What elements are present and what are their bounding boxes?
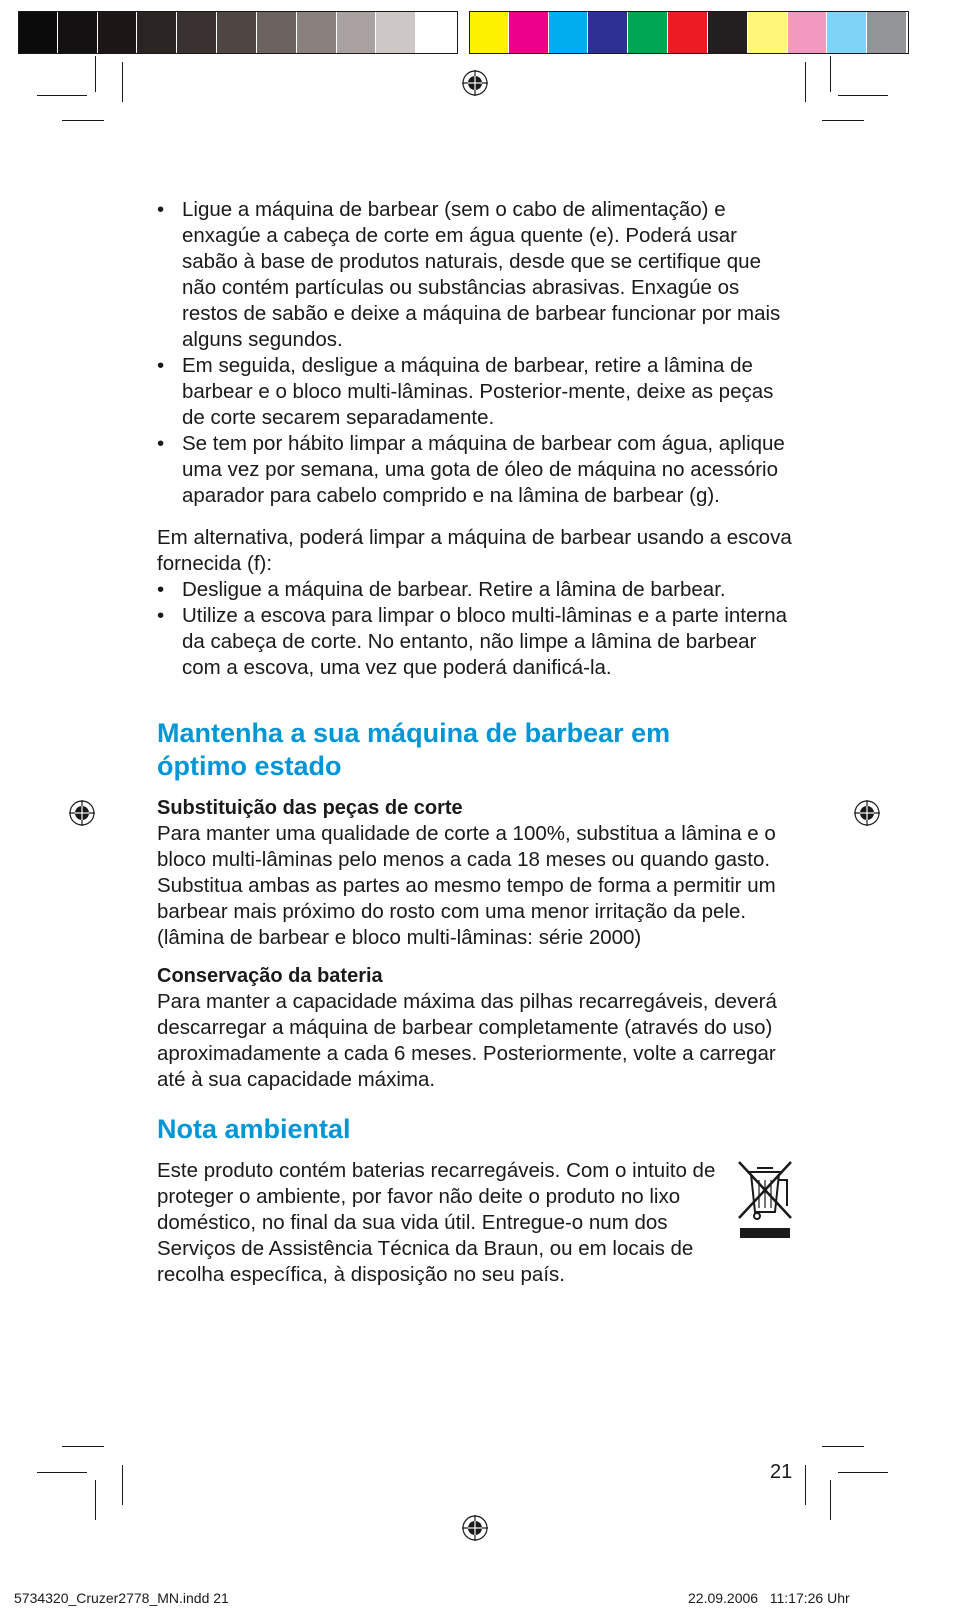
registration-mark-icon (462, 70, 488, 96)
crop-mark (838, 95, 888, 96)
crop-mark (838, 1472, 888, 1473)
battery-title: Conservação da bateria (157, 965, 383, 987)
crop-mark (95, 56, 96, 92)
registration-mark-icon (854, 800, 880, 826)
replacement-title: Substituição das peças de corte (157, 797, 463, 819)
crop-mark (805, 1465, 806, 1505)
replacement-parts: (lâmina de barbear e bloco multi-lâminas: série 2000) (157, 926, 642, 949)
crop-mark (95, 1480, 96, 1520)
crop-mark (122, 1465, 123, 1505)
crop-mark (62, 1446, 104, 1447)
registration-mark-icon (69, 800, 95, 826)
list-item: • Ligue a máquina de barbear (sem o cabo de alimentação) e enxagúe a cabeça de corte em água quente (e). Poderá usar sabão à base de produtos naturais, desde que se certifique que não contém partículas ou substâncias abrasivas. Enxagúe os restos de sabão e deixe a máquina de barbear funcionar por mais alguns segundos. (157, 197, 797, 353)
maintenance-heading-line1: Mantenha a sua máquina de barbear em (157, 718, 671, 748)
crop-mark (830, 56, 831, 92)
crop-mark (830, 1480, 831, 1520)
maintenance-heading (157, 717, 797, 783)
footer-file-info: 5734320_Cruzer2778_MN.indd 21 (14, 1590, 229, 1606)
color-bar-frame (469, 11, 909, 54)
alternative-intro: Em alternativa, poderá limpar a máquina de barbear usando a escova fornecida (f): (157, 526, 792, 575)
brush-steps-list (157, 577, 797, 681)
list-item: • Se tem por hábito limpar a máquina de barbear com água, aplique uma vez por semana, uma gota de óleo de máquina no acessório aparador para cabelo comprido e na lâmina de barbear (g). (157, 431, 797, 509)
environment-text: Este produto contém baterias recarregáveis. Com o intuito de proteger o ambiente, por favor não deite o produto no lixo doméstico, no final da sua vida útil. Entregue-o num dos Serviços de Assistência Técnica da Braun, ou em locais de recolha específica, à disposição no seu país. (157, 1159, 716, 1286)
list-item: • Desligue a máquina de barbear. Retire a lâmina de barbear. (157, 577, 797, 603)
crop-mark (805, 62, 806, 102)
replacement-text: Para manter uma qualidade de corte a 100%, substitua a lâmina e o bloco multi-lâminas pelo menos a cada 18 meses ou quando gasto. Substitua ambas as partes ao mesmo tempo de forma a permitir um barbear mais próximo do rosto com uma menor irritação da pele. (157, 822, 776, 923)
footer-timestamp: 22.09.2006 11:17:26 Uhr (688, 1590, 850, 1606)
crop-mark (822, 1446, 864, 1447)
crop-mark (37, 95, 87, 96)
crop-mark (37, 1472, 87, 1473)
list-item: • Utilize a escova para limpar o bloco multi-lâminas e a parte interna da cabeça de corte. No entanto, não limpe a lâmina de barbear com a escova, uma vez que poderá danificá-la. (157, 603, 797, 681)
cleaning-steps-list (157, 197, 797, 509)
maintenance-heading-line2: óptimo estado (157, 751, 342, 781)
battery-text: Para manter a capacidade máxima das pilhas recarregáveis, deverá descarregar a máquina de barbear completamente (através do uso) aproximadamente a cada 6 meses. Posteriormente, volte a carregar até à sua capacidade máxima. (157, 990, 777, 1091)
environment-heading: Nota ambiental (157, 1114, 351, 1144)
registration-mark-icon (462, 1515, 488, 1541)
crossed-out-wheelie-bin-icon (737, 1158, 793, 1242)
list-item: • Em seguida, desligue a máquina de barbear, retire a lâmina de barbear e o bloco multi-lâminas. Posterior-mente, deixe as peças de corte secarem separadamente. (157, 353, 797, 431)
crop-mark (62, 120, 104, 121)
crop-mark (822, 120, 864, 121)
page-content (157, 197, 797, 1288)
grayscale-bar-frame (18, 11, 458, 54)
crop-mark (122, 62, 123, 102)
environment-section (157, 1158, 797, 1288)
page-number: 21 (770, 1461, 793, 1483)
